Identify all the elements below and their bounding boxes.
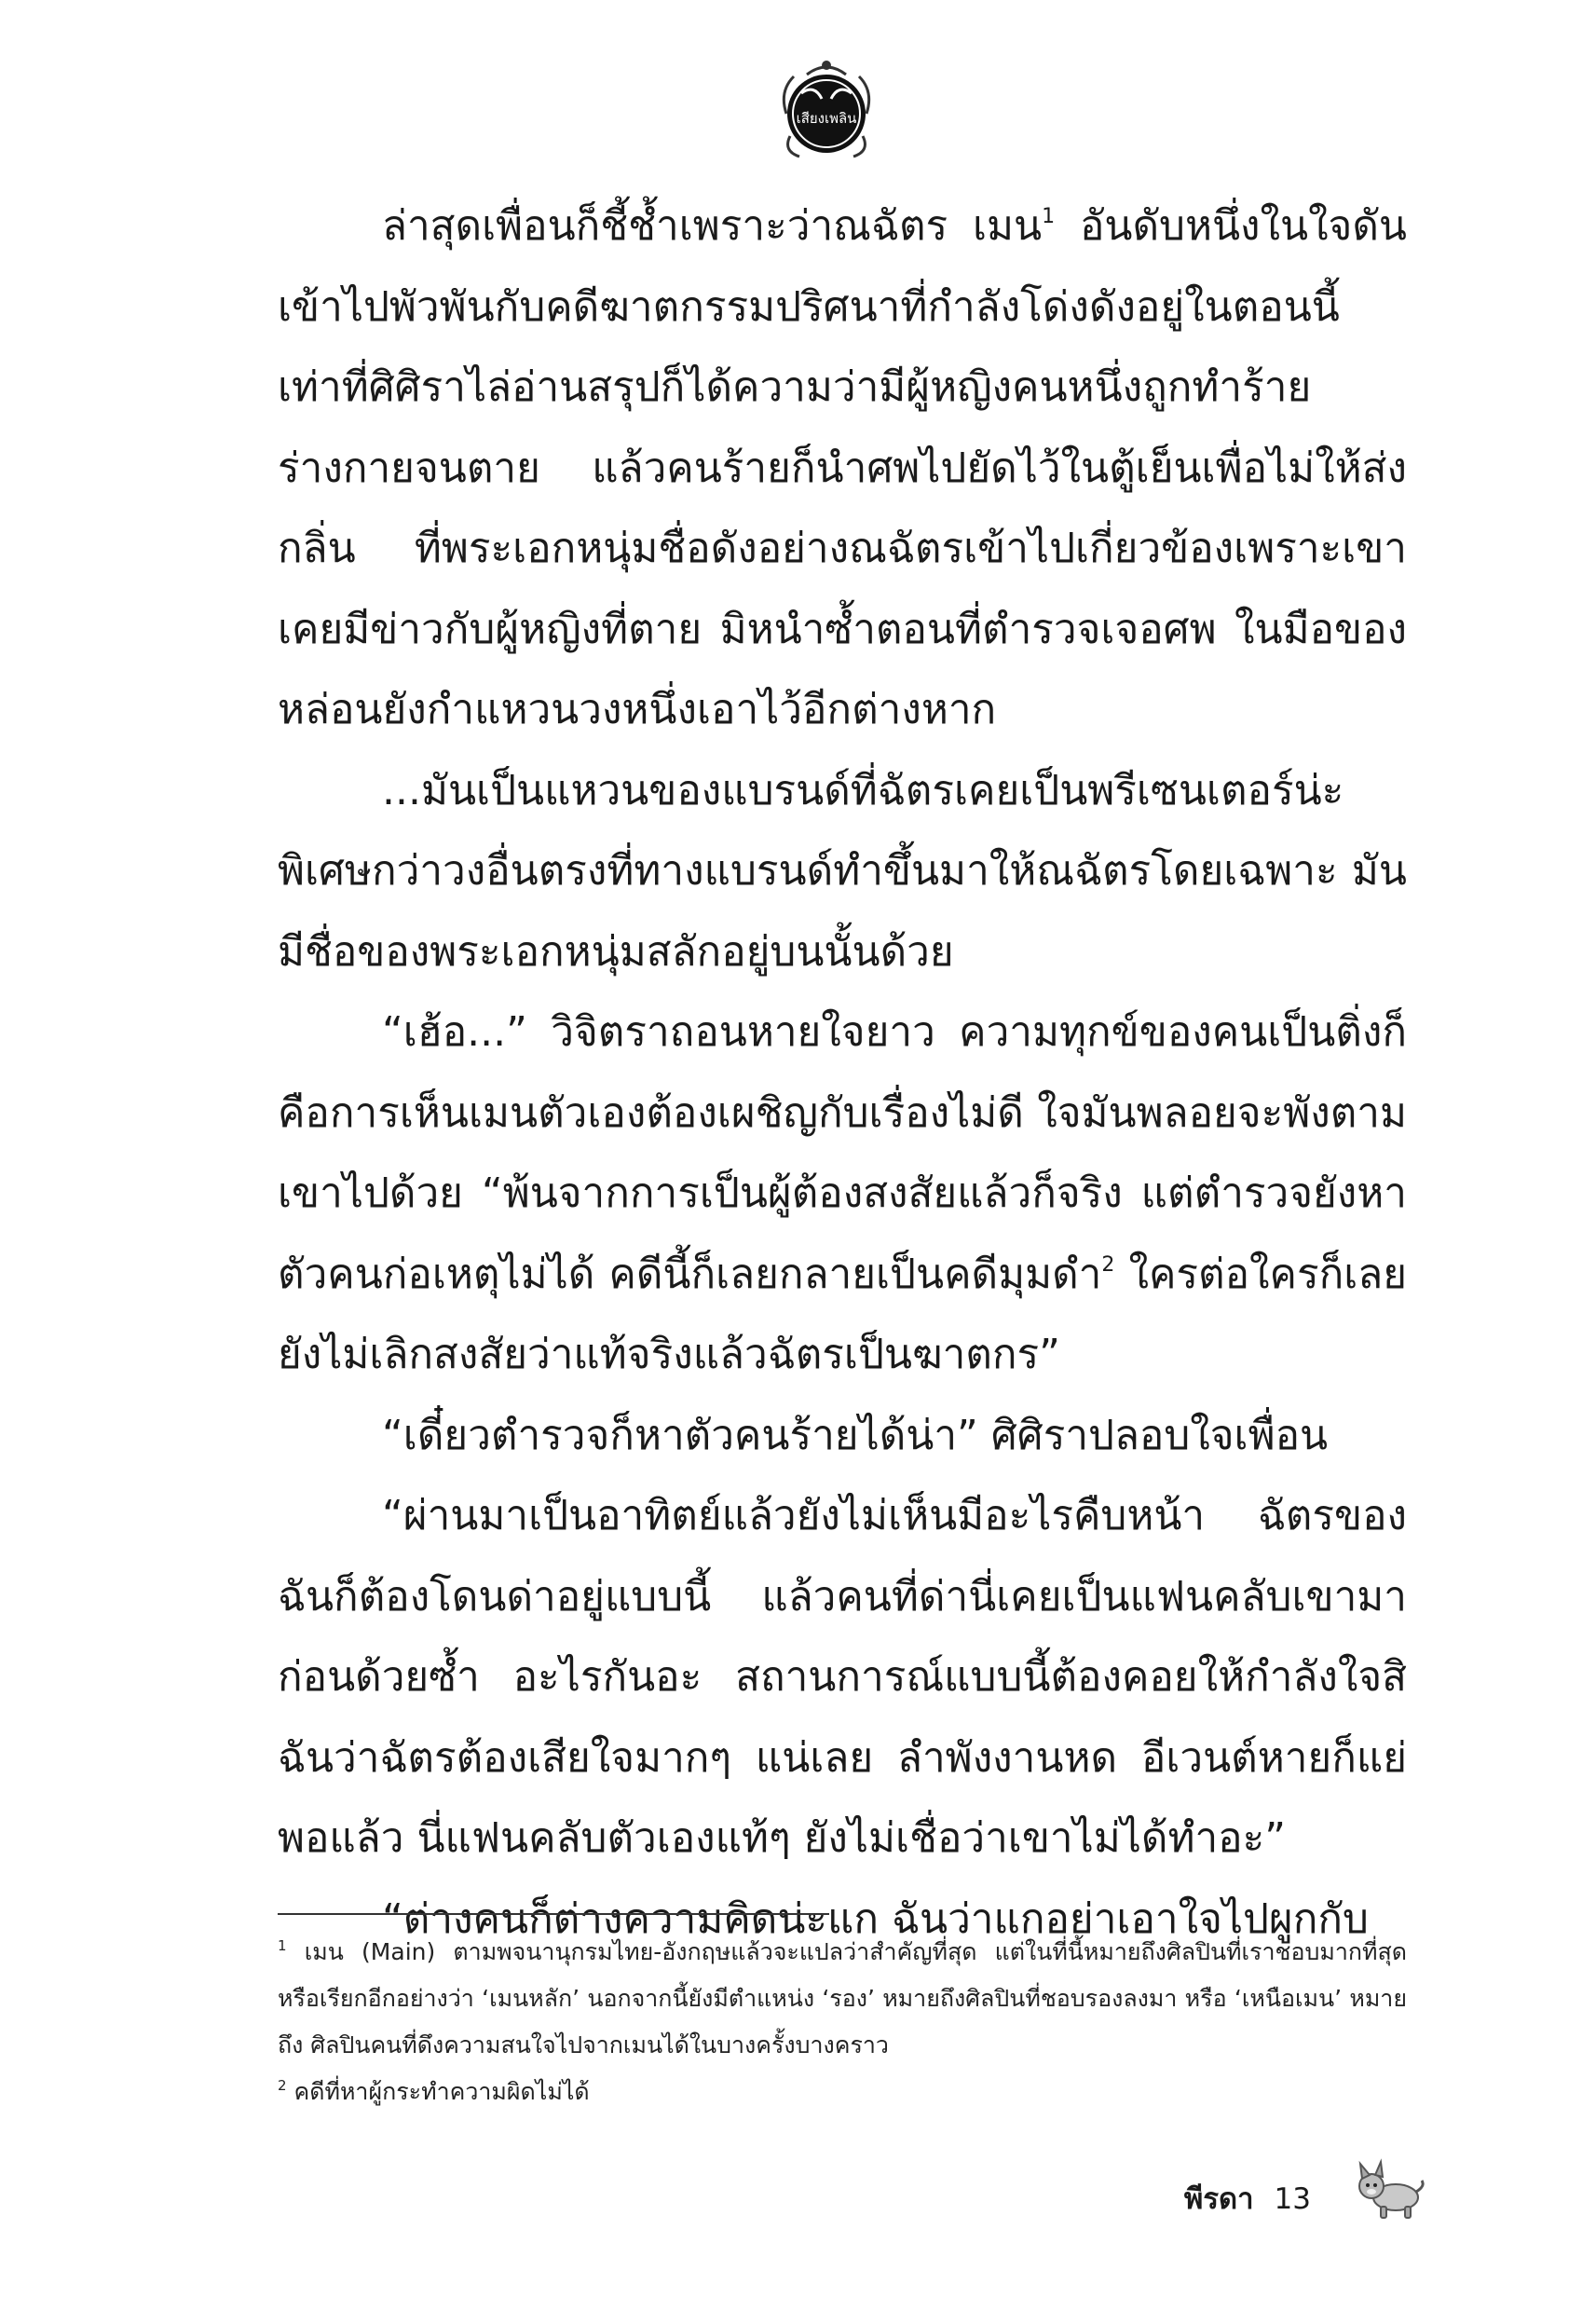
paragraph-1: ล่าสุดเพื่อนก็ชี้ช้ำเพราะว่าณฉัตร เมน$^1$ อันดับหนึ่งในใจดันเข้าไปพัวพันกับคดีฆาตกรรมปริศนาที่กำลังโด่งดังอยู่ในตอนนี้ เท่าที่ศิศิราไล่อ่านสรุปก็ได้ความว่ามีผู้หญิงคนหนึ่งถูกทำร้ายร่างกายจนตาย แล้วคนร้ายก็นำศพไปยัดไว้ในตู้เย็นเพื่อไม่ให้ส่งกลิ่น ที่พระเอกหนุ่มชื่อดังอย่างณฉัตรเข้าไปเกี่ยวข้องเพราะเขาเคยมีข่าวกับผู้หญิงที่ตาย มิหนำซ้ำตอนที่ตำรวจเจอศพ ในมือของหล่อนยังกำแหวนวงหนึ่งเอาไว้อีกต่างหาก (278, 202, 1407, 733)
footnote-2: $^2$ คดีที่หาผู้กระทำความผิดไม่ได้ (278, 2077, 590, 2105)
paragraph-2: ...มันเป็นแหวนของแบรนด์ที่ฉัตรเคยเป็นพรีเซนเตอร์น่ะ พิเศษกว่าวงอื่นตรงที่ทางแบรนด์ทำขึ้นมาให้ณฉัตรโดยเฉพาะ มันมีชื่อของพระเอกหนุ่มสลักอยู่บนนั้นด้วย (278, 766, 1407, 976)
logo-text: เสียงเพลิน (796, 110, 857, 127)
author-name: พีรดา (1183, 2182, 1254, 2216)
footnote-ref-1[interactable]: 1 (1042, 205, 1056, 228)
paragraph-5: “ผ่านมาเป็นอาทิตย์แล้วยังไม่เห็นมีอะไรคืบหน้า ฉัตรของฉันก็ต้องโดนด่าอยู่แบบนี้ แล้วคนที่ด่านี่เคยเป็นแฟนคลับเขามาก่อนด้วยซ้ำ อะไรกันอะ สถานการณ์แบบนี้ต้องคอยให้กำลังใจสิ ฉันว่าฉัตรต้องเสียใจมากๆ แน่เลย ลำพังงานหด อีเวนต์หายก็แย่พอแล้ว นี่แฟนคลับตัวเองแท้ๆ ยังไม่เชื่อว่าเขาไม่ได้ทำอะ” (278, 1492, 1407, 1862)
corgi-dog-icon (1353, 2158, 1427, 2223)
paragraph-6: “ต่างคนก็ต่างความคิดน่ะแก ฉันว่าแกอย่าเอาใจไปผูกกับ (382, 1894, 1369, 1943)
footnote-1: $^1$ เมน (Main) ตามพจนานุกรมไทย-อังกฤษแล้วจะแปลว่าสำคัญที่สุด แต่ในที่นี้หมายถึงศิลปินที่เราชอบมากที่สุด หรือเรียกอีกอย่างว่า ‘เมนหลัก’ นอกจากนี้ยังมีตำแหน่ง ‘รอง’ หมายถึงศิลปินที่ชอบรองลงมา หรือ ‘เหนือเมน’ หมายถึง ศิลปินคนที่ดึงความสนใจไปจากเมนได้ในบางครั้งบางคราว (278, 1937, 1408, 2058)
body-text (278, 186, 1407, 1960)
footnote-ref-2[interactable]: 2 (1101, 1252, 1115, 1277)
page-number: 13 (1274, 2182, 1311, 2216)
page-footer (1184, 2181, 1311, 2218)
paragraph-4: “เดี๋ยวตำรวจก็หาตัวคนร้ายได้น่า” ศิศิราปลอบใจเพื่อน (382, 1411, 1329, 1459)
footnote-divider (278, 1913, 829, 1915)
footnotes (278, 1929, 1407, 2115)
paragraph-3: “เฮ้อ...” วิจิตราถอนหายใจยาว ความทุกข์ของคนเป็นติ่งก็คือการเห็นเมนตัวเองต้องเผชิญกับเรื่องไม่ดี ใจมันพลอยจะพังตามเขาไปด้วย “พ้นจากการเป็นผู้ต้องสงสัยแล้วก็จริง แต่ตำรวจยังหาตัวคนก่อเหตุไม่ได้ คดีนี้ก็เลยกลายเป็นคดีมุมดำ$^2$ ใครต่อใครก็เลยยังไม่เลิกสงสัยว่าแท้จริงแล้วฉัตรเป็นฆาตกร” (278, 1008, 1408, 1378)
ornamental-wreath-icon (773, 58, 880, 164)
